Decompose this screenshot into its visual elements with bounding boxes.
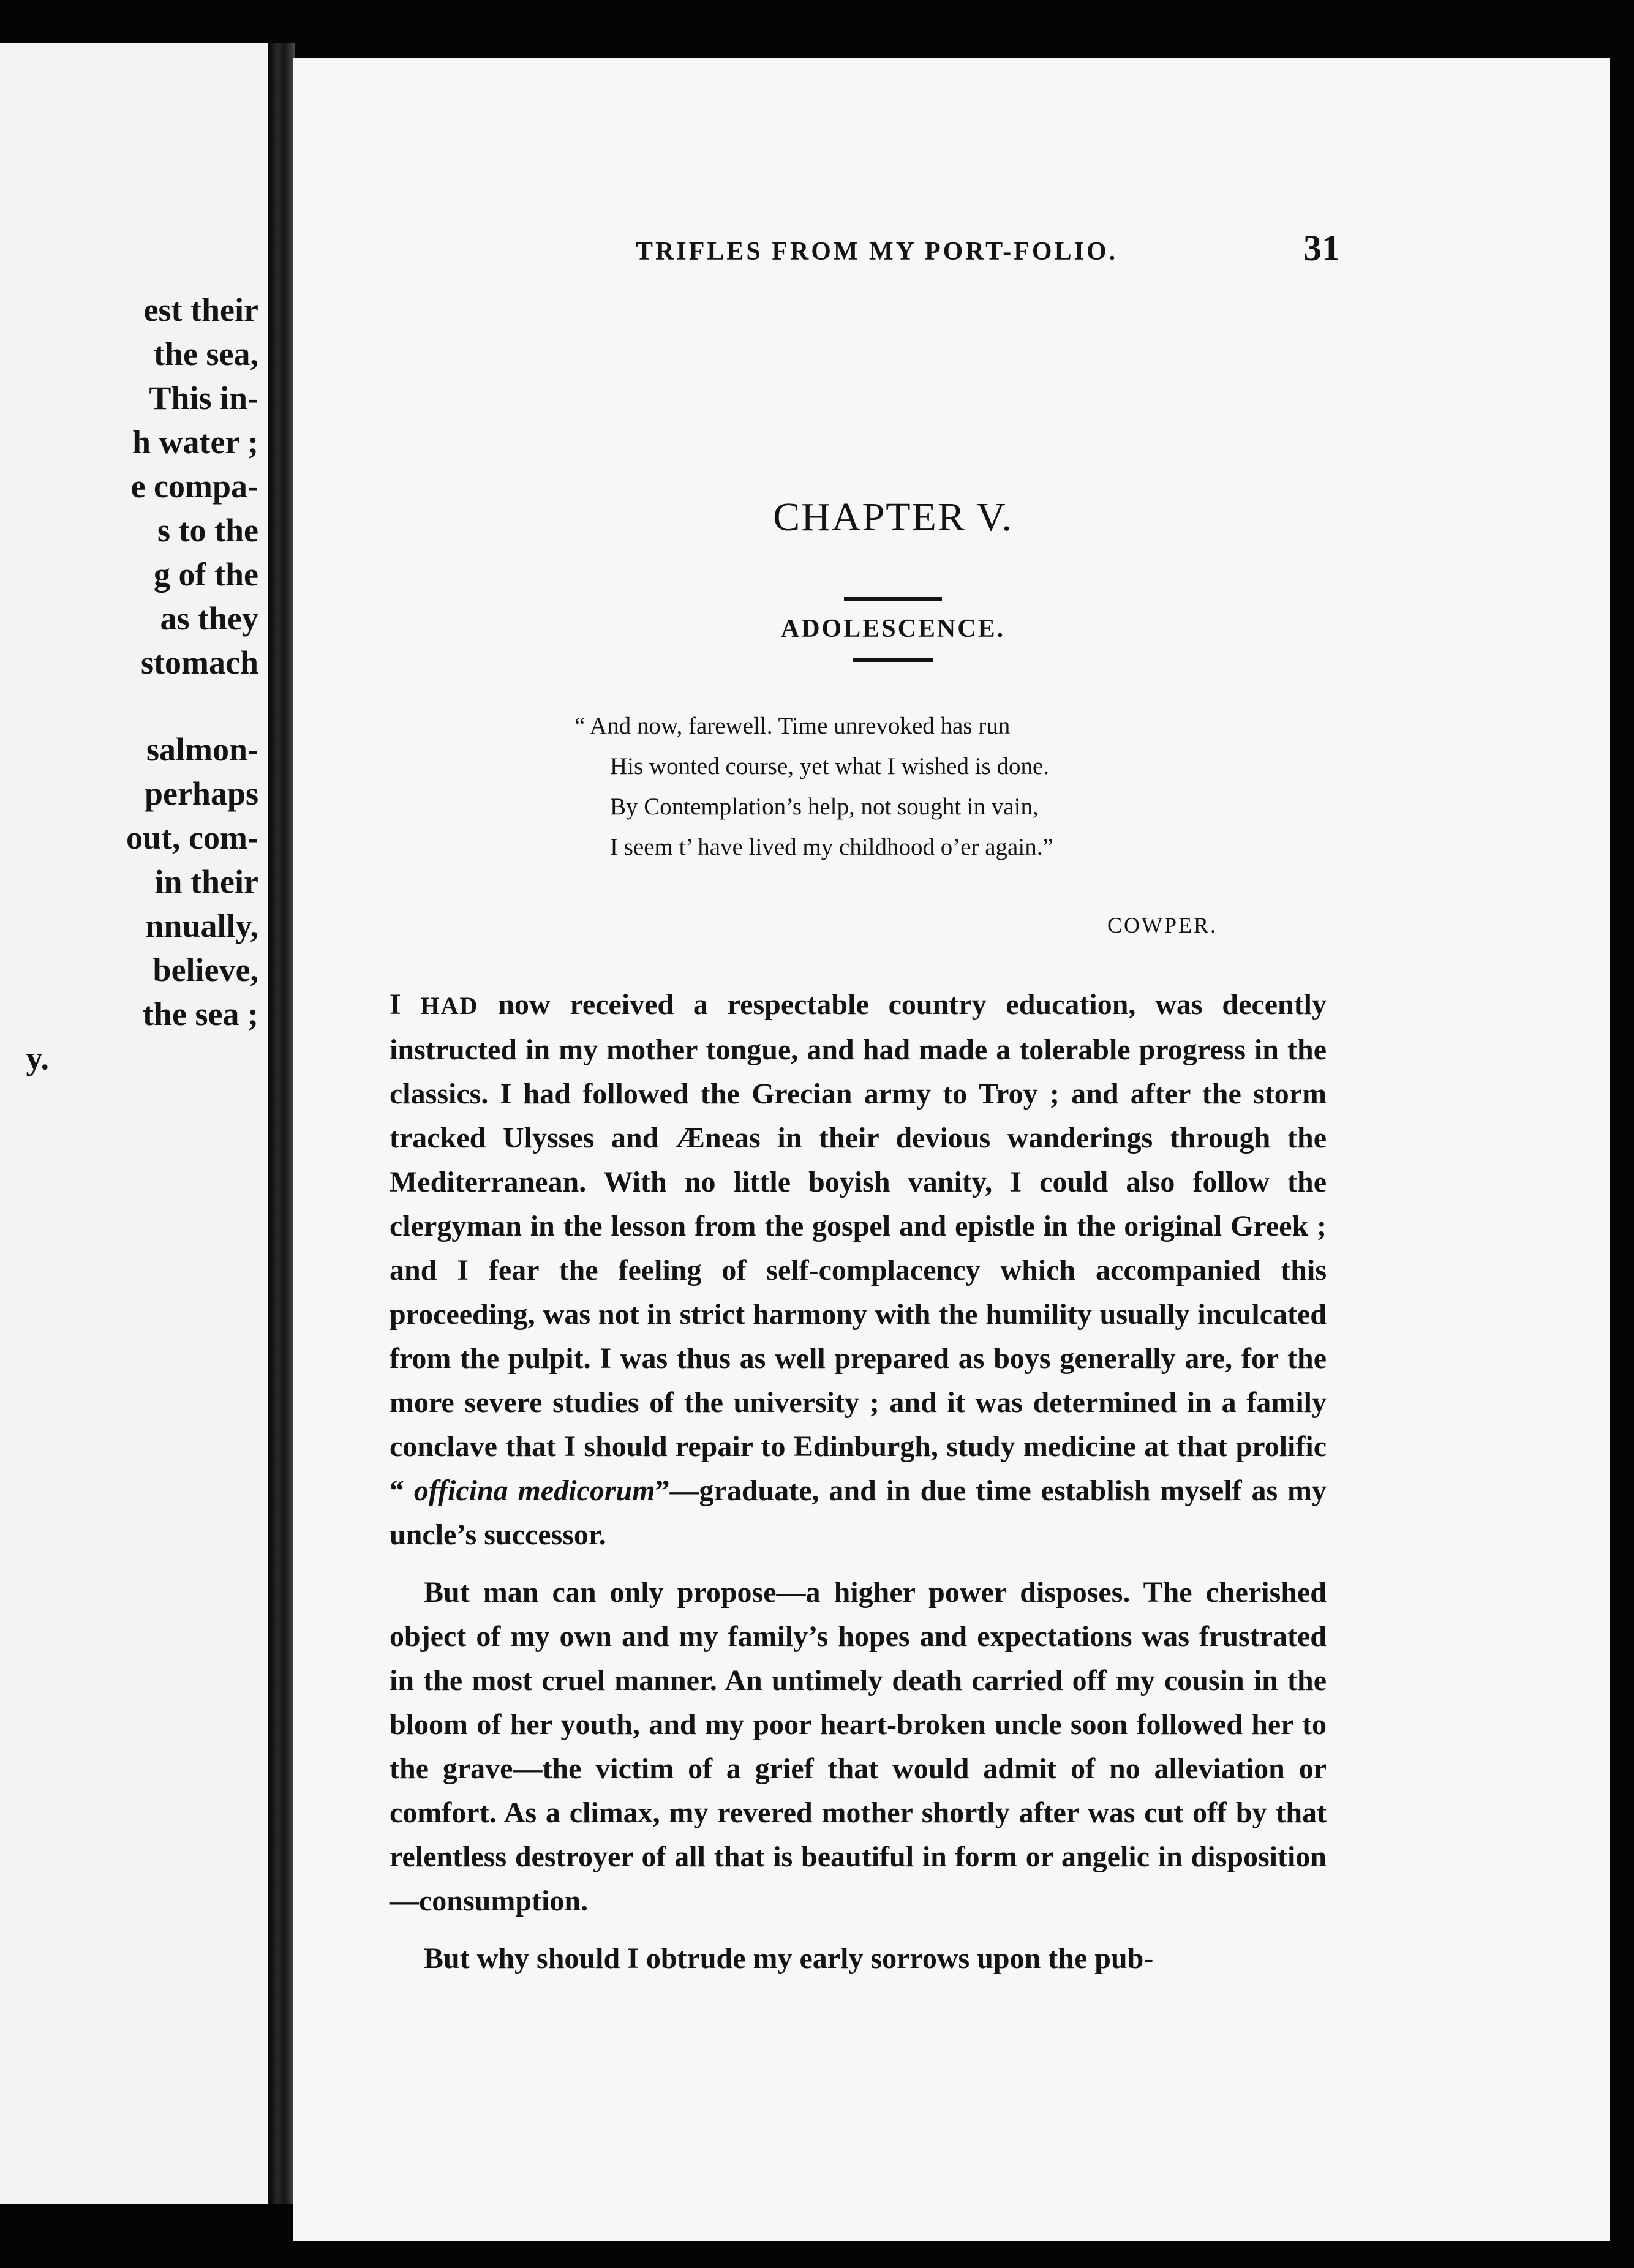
left-page-line: nnually, <box>145 907 258 944</box>
italic-phrase: officina medicorum <box>413 1474 655 1507</box>
epigraph-line: I seem t’ have lived my childhood o’er again.” <box>610 834 1053 860</box>
left-page-line: est their <box>143 291 258 328</box>
left-page-line: salmon- <box>146 731 258 768</box>
left-page-line: the sea ; <box>143 996 258 1032</box>
left-page <box>0 43 269 2204</box>
section-title: ADOLESCENCE. <box>780 615 1006 643</box>
left-page-line: perhaps <box>144 775 258 812</box>
right-page <box>293 58 1610 2241</box>
page-number: 31 <box>1303 228 1340 268</box>
lead-initial: I <box>390 988 401 1021</box>
left-page-line: s to the <box>157 512 258 549</box>
epigraph <box>574 706 1493 868</box>
left-page-line: h water ; <box>132 424 258 460</box>
paragraph-3: But why should I obtrude my early sorrows upon the pub- <box>424 1942 1154 1975</box>
left-page-line: out, com- <box>126 819 258 856</box>
paragraph-2: But man can only propose—a higher power disposes. The cherished object of my own and my family’s hopes and expectations was frustrated in the most cruel manner. An untimely death carried off my cousin in the bloom of her youth, and my poor heart-broken uncle soon followed her to the grave—the victim of a grief that would admit of no alleviation or comfort. As a climax, my revered mother shortly after was cut off by that relentless destroyer of all that is beautiful in form or angelic in disposition—consumption. <box>390 1576 1327 1917</box>
title-rule-bottom <box>853 658 933 662</box>
left-page-line: e compa- <box>130 468 258 505</box>
paragraph-1-text: now received a respectable country education, was decently instructed in my mother tongue, and had made a tolerable progress in the classics. I had followed the Grecian army to Troy ; and after the storm tracked Ulysses and Æneas in their devious wanderings through the Mediterranean. With no little boyish vanity, I could also follow the clergyman in the lesson from the gospel and epistle in the original Greek ; and I fear the feeling of self-complacency which accompanied this proceeding, was not in strict harmony with the humility usually inculcated from the pulpit. I was thus as well prepared as boys generally are, for the more severe studies of the university ; and it was determined in a family conclave that I should repair to Edinburgh, study medicine at that prolific “ <box>390 988 1327 1507</box>
title-rule-top <box>844 597 942 601</box>
left-page-line: This in- <box>149 380 258 416</box>
book-gutter <box>268 43 295 2204</box>
left-page-line: in their <box>154 863 258 900</box>
left-page-line: g of the <box>154 556 258 593</box>
left-page-line: y. <box>26 1040 49 1076</box>
body-text <box>390 983 1327 1994</box>
left-page-line: stomach <box>141 644 258 681</box>
left-page-line: as they <box>160 600 258 637</box>
lead-smallcaps: HAD <box>420 992 479 1019</box>
paragraph-1 <box>390 983 1327 1557</box>
chapter-title: CHAPTER V. <box>773 495 1013 539</box>
left-page-line: believe, <box>152 952 258 988</box>
epigraph-line: By Contemplation’s help, not sought in vain, <box>610 794 1039 820</box>
epigraph-attribution: COWPER. <box>1107 913 1218 937</box>
paragraph-1-text-end: ”—graduate, and in due time establish myself as my uncle’s successor. <box>390 1474 1327 1551</box>
left-page-line: the sea, <box>154 336 258 372</box>
running-head: TRIFLES FROM MY PORT-FOLIO. <box>636 238 1118 266</box>
epigraph-line: “ And now, farewell. Time unrevoked has run <box>574 713 1011 739</box>
epigraph-line: His wonted course, yet what I wished is done. <box>610 753 1050 779</box>
